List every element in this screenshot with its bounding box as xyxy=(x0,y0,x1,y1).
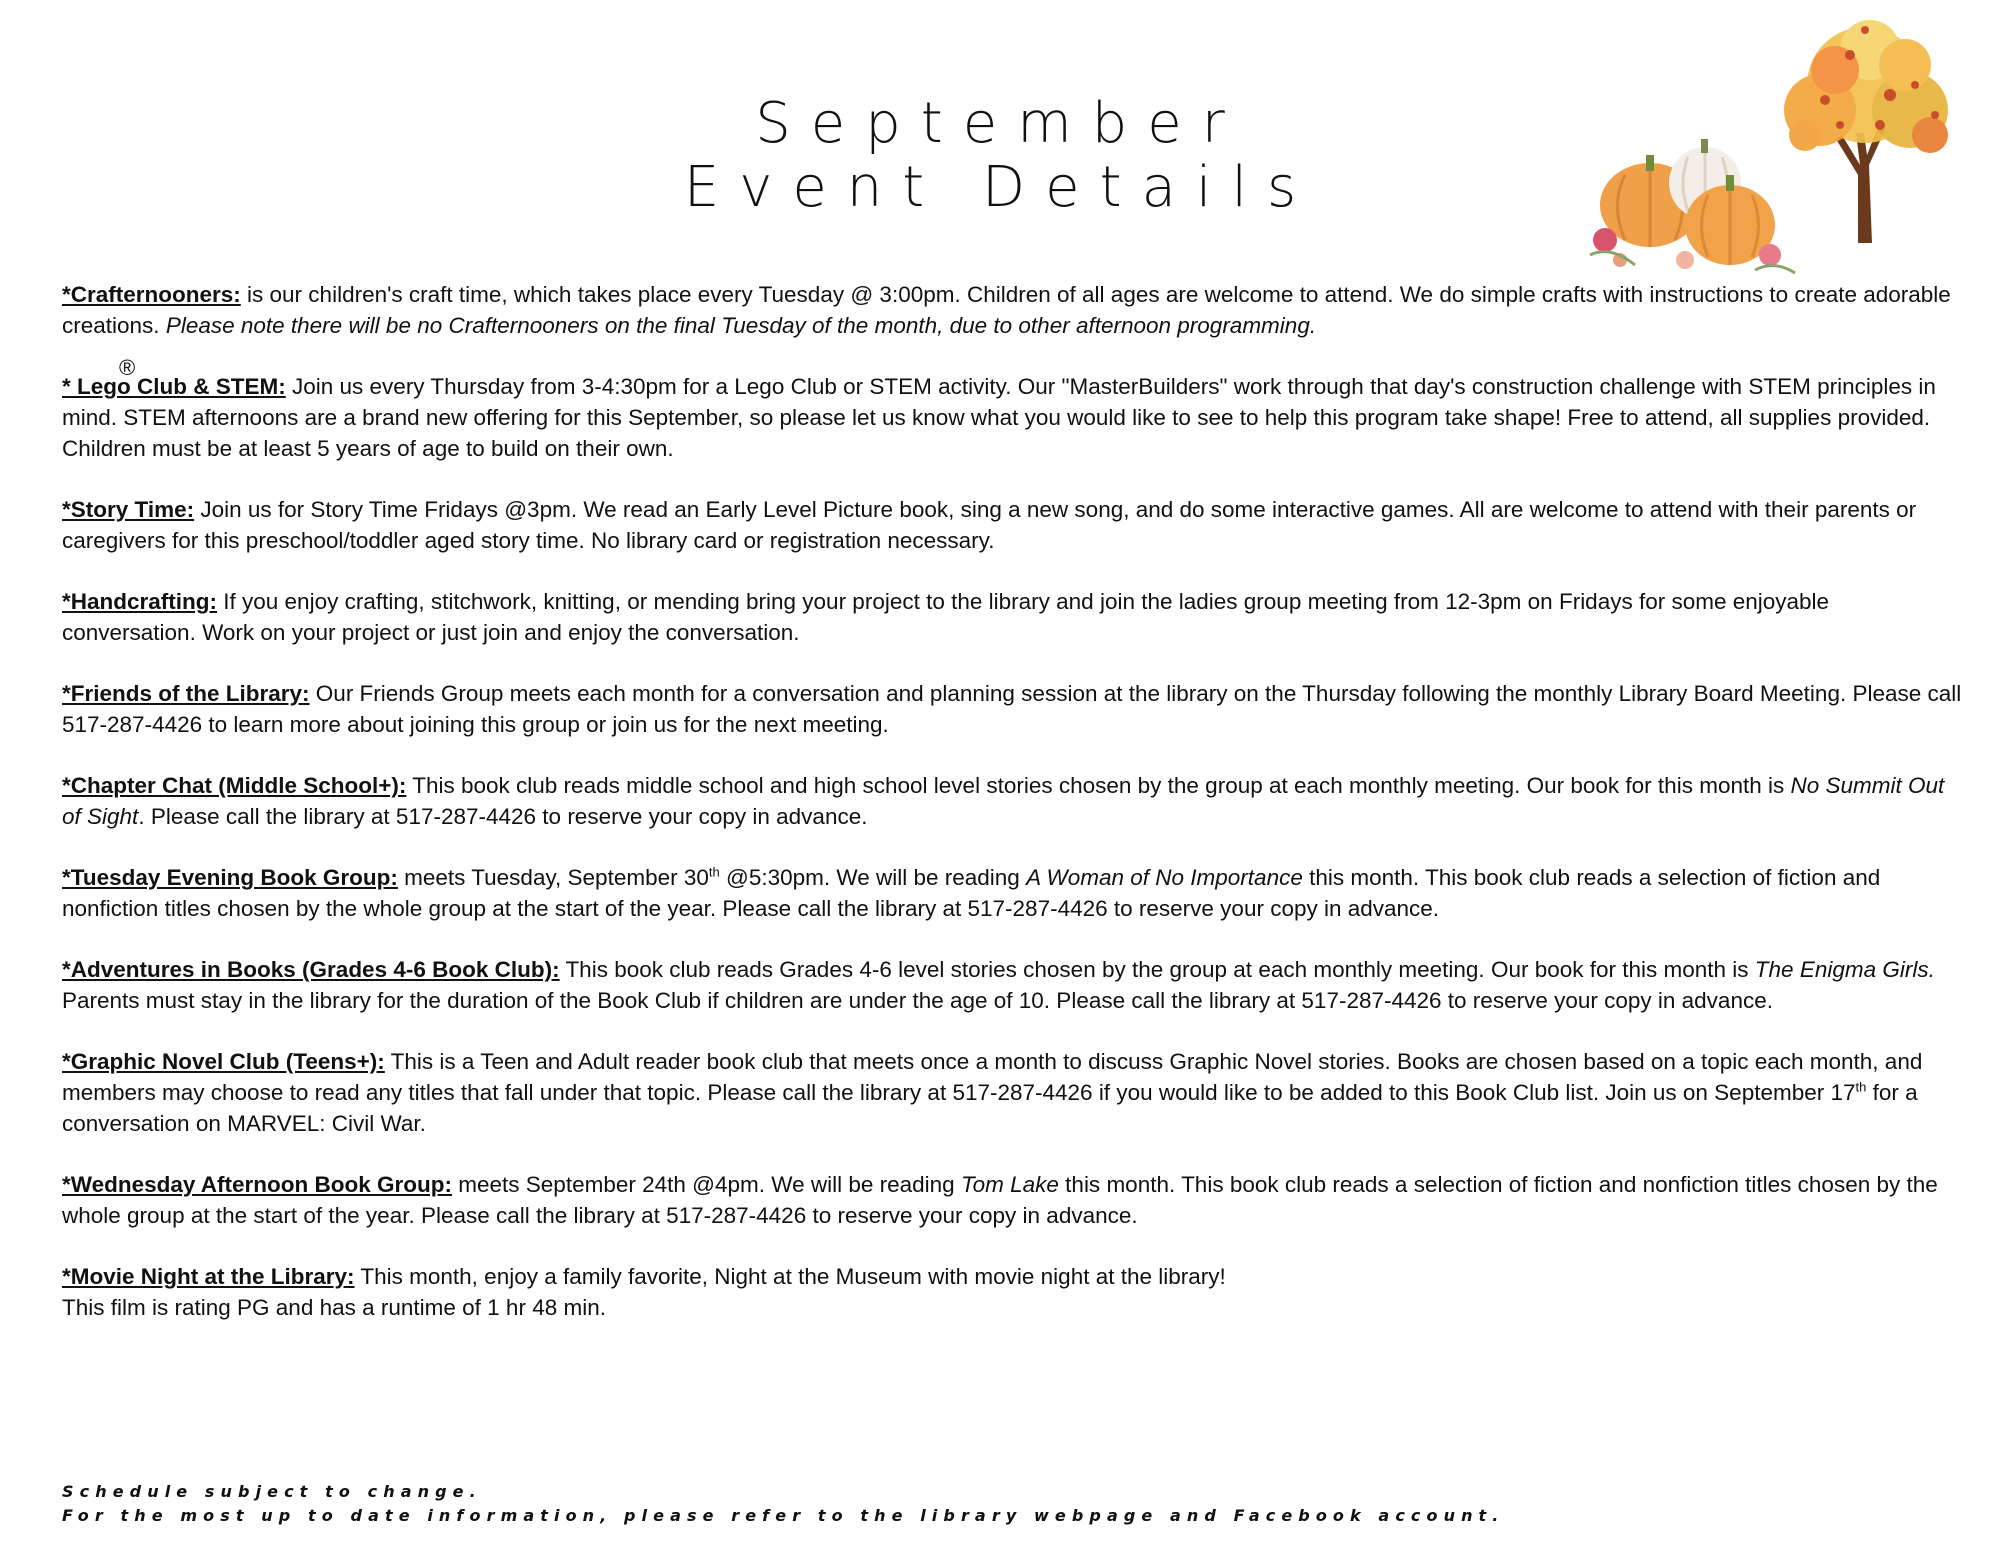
event-chapter-chat xyxy=(62,770,1962,832)
event-label: *Friends of the Library: xyxy=(62,681,310,706)
event-description: is our children's craft time, which takes place every Tuesday @ 3:00pm. Children of all ages are welcome to attend. We do simple crafts with instructions to create adorable creations. xyxy=(62,282,1951,338)
footer-line-2: For the most up to date information, please refer to the library webpage and Facebook account. xyxy=(62,1506,1505,1525)
event-crafternooners xyxy=(62,279,1962,341)
book-title: The Enigma Girls. xyxy=(1754,957,1935,982)
event-label: *Movie Night at the Library: xyxy=(62,1264,355,1289)
event-description: Our Friends Group meets each month for a conversation and planning session at the library on the Thursday following the monthly Library Board Meeting. Please call 517-287-4426 to learn more about joining this group or join us for the next meeting. xyxy=(62,681,1962,737)
title-line-1: September xyxy=(755,91,1245,156)
event-description-tail: Parents must stay in the library for the duration of the Book Club if children are under the age of 10. Please call the library at 517-287-4426 to reserve your copy in advance. xyxy=(62,988,1773,1013)
event-label: *Wednesday Afternoon Book Group: xyxy=(62,1172,453,1197)
event-description: This is a Teen and Adult reader book club that meets once a month to discuss Graphic Novel stories. Books are chosen based on a topic each month, and members may choose to read any titles that fall under that topic. Please call the library at 517-287-4426 if you would like to be added to this Book Club list. Join us on September 17 xyxy=(62,1049,1923,1105)
footer-line-1: Schedule subject to change. xyxy=(62,1482,482,1501)
event-graphic-novel-club xyxy=(62,1046,1962,1139)
registered-mark: ® xyxy=(119,355,136,380)
event-label: *Handcrafting: xyxy=(62,589,218,614)
event-description: If you enjoy crafting, stitchwork, knitting, or mending bring your project to the library and join the ladies group meeting from 12-3pm on Fridays for some enjoyable conversation. Work on your project or just join and enjoy the conversation. xyxy=(62,589,1830,645)
title-line-2: Event Details xyxy=(683,155,1317,220)
book-title: No Summit Out of Sight xyxy=(62,773,1945,829)
event-adventures-in-books xyxy=(62,954,1962,1016)
event-description: Join us for Story Time Fridays @3pm. We read an Early Level Picture book, sing a new song, and do some interactive games. All are welcome to attend with their parents or caregivers for this preschool/toddler aged story time. No library card or registration necessary. xyxy=(62,497,1917,553)
event-label: *Story Time: xyxy=(62,497,195,522)
event-description-tail: this month. This book club reads a selection of fiction and nonfiction titles chosen by the whole group at the start of the year. Please call the library at 517-287-4426 to reserve your copy in advance. xyxy=(62,1172,1938,1228)
event-story-time xyxy=(62,494,1962,556)
ordinal-suffix: th xyxy=(708,864,720,880)
event-description-tail: . Please call the library at 517-287-4426 to reserve your copy in advance. xyxy=(138,804,868,829)
event-description: meets Tuesday, September 30 xyxy=(397,865,709,890)
event-description: This month, enjoy a family favorite, Night at the Museum with movie night at the library! xyxy=(354,1264,1226,1289)
ordinal-suffix: th xyxy=(1855,1079,1867,1095)
event-movie-night xyxy=(62,1261,1962,1323)
event-description-tail: for a conversation on MARVEL: Civil War. xyxy=(62,1080,1918,1136)
event-description: Join us every Thursday from 3-4:30pm for a Lego Club or STEM activity. Our "MasterBuilders" work through that day's construction challenge with STEM principles in mind. STEM afternoons are a brand new offering for this September, so please let us know what you would like to see to help this program take shape! Free to attend, all supplies provided. Children must be at least 5 years of age to build on their own. xyxy=(62,374,1936,461)
event-description-line-2: This film is rating PG and has a runtime of 1 hr 48 min. xyxy=(62,1295,606,1320)
event-tuesday-book-group xyxy=(62,862,1962,924)
event-description: This book club reads Grades 4-6 level stories chosen by the group at each monthly meeting. Our book for this month is xyxy=(559,957,1755,982)
autumn-tree-and-pumpkins-icon xyxy=(1580,15,1965,285)
event-description-tail: this month. This book club reads a selection of fiction and nonfiction titles chosen by the whole group at the start of the year. Please call the library at 517-287-4426 to reserve your copy in advance. xyxy=(62,865,1881,921)
event-description: meets September 24th @4pm. We will be reading xyxy=(452,1172,961,1197)
event-lego-club xyxy=(62,355,1962,464)
event-label: *Adventures in Books (Grades 4-6 Book Club): xyxy=(62,957,560,982)
event-description: This book club reads middle school and high school level stories chosen by the group at each monthly meeting. Our book for this month is xyxy=(406,773,1791,798)
event-friends-of-library xyxy=(62,678,1962,740)
event-label: *Graphic Novel Club (Teens+): xyxy=(62,1049,385,1074)
event-label: *Crafternooners: xyxy=(62,282,241,307)
event-label: *Tuesday Evening Book Group: xyxy=(62,865,398,890)
event-label: *Chapter Chat (Middle School+): xyxy=(62,773,407,798)
event-note: Please note there will be no Crafternooners on the final Tuesday of the month, due to other afternoon programming. xyxy=(165,313,1317,338)
event-label: * Lego Club & STEM: ® xyxy=(62,374,286,399)
footer-note xyxy=(62,1480,1505,1528)
event-description-mid: @5:30pm. We will be reading xyxy=(719,865,1027,890)
event-list xyxy=(62,279,1962,1353)
event-handcrafting xyxy=(62,586,1962,648)
book-title: A Woman of No Importance xyxy=(1026,865,1303,890)
event-wednesday-book-group xyxy=(62,1169,1962,1231)
book-title: Tom Lake xyxy=(960,1172,1059,1197)
